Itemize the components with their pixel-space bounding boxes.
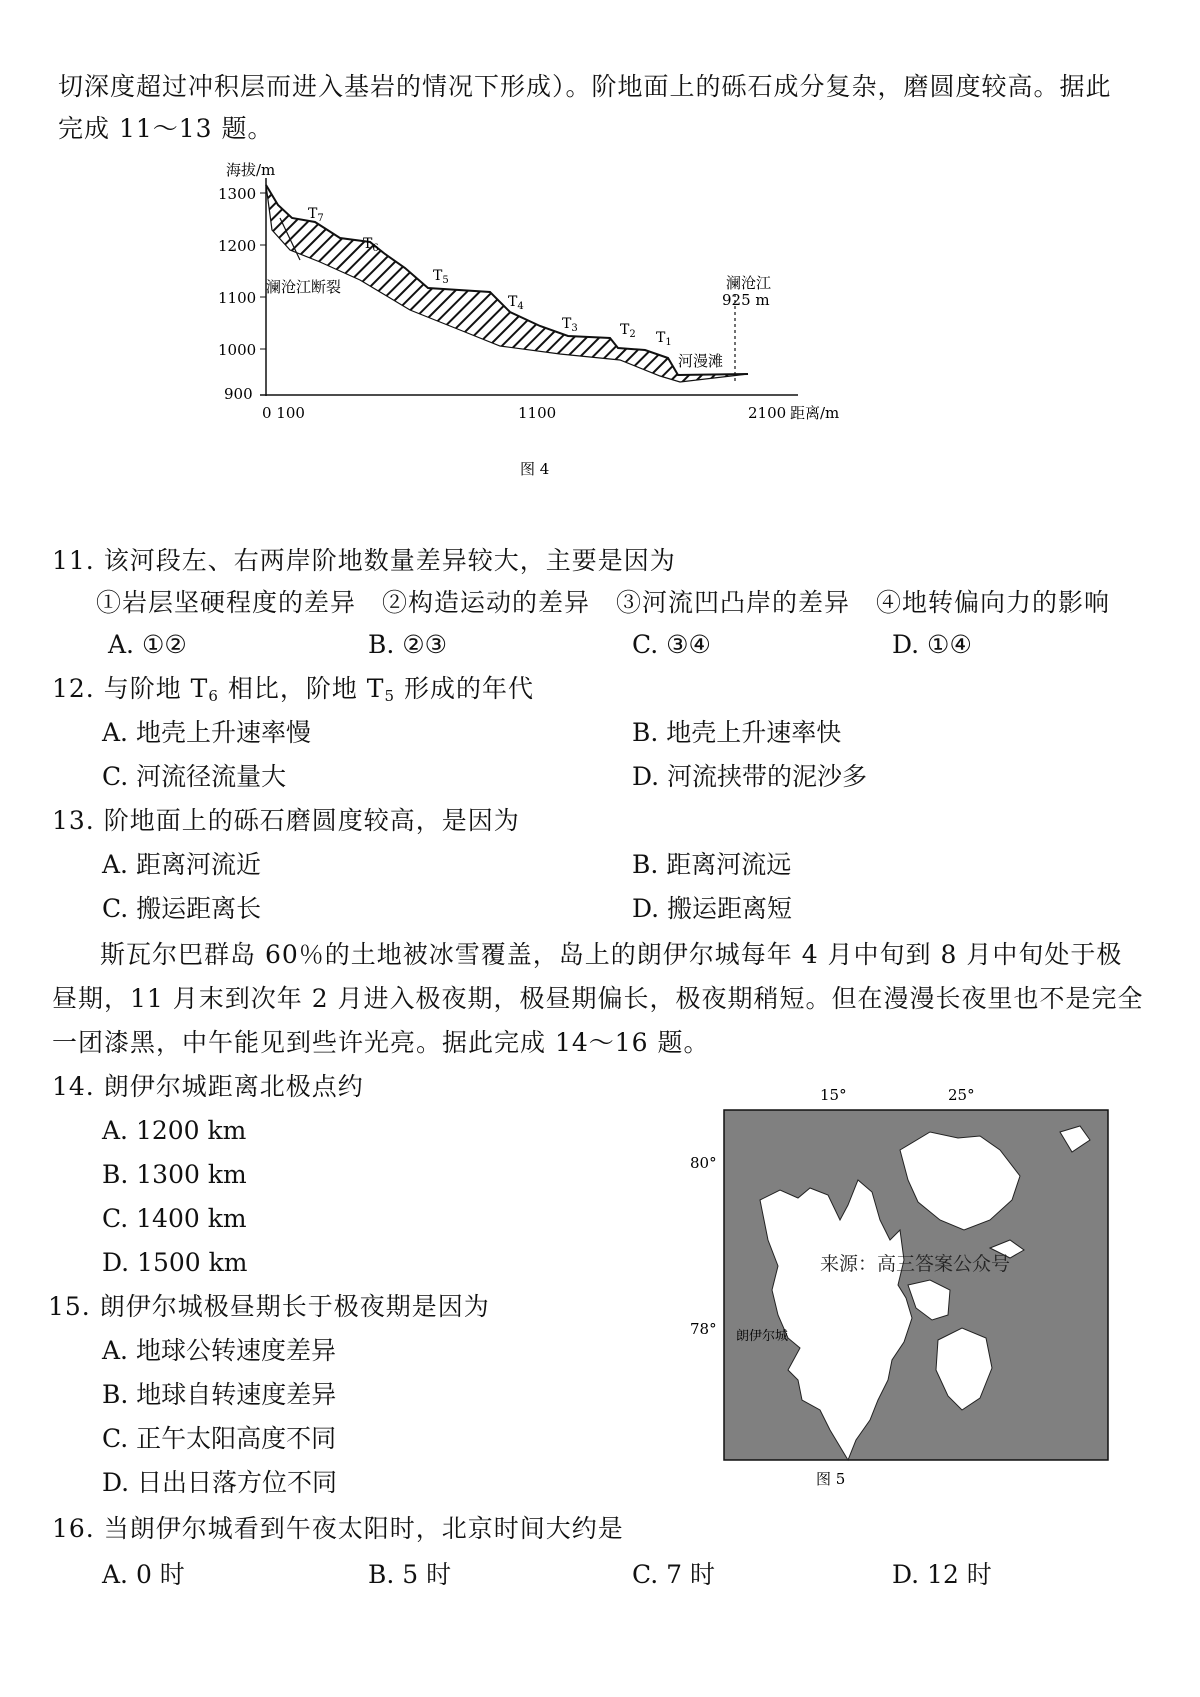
q14-option-c[interactable]: C. 1400 km [102,1204,247,1233]
q13-option-d[interactable]: D. 搬运距离短 [632,894,793,923]
floodplain-label: 河漫滩 [678,352,724,370]
figure-5-caption: 图 5 [816,1470,846,1488]
q15-option-c[interactable]: C. 正午太阳高度不同 [102,1424,337,1453]
watermark-text: 来源：高三答案公众号 [820,1253,1011,1275]
lon-15-label: 15° [820,1086,847,1104]
q15-option-d[interactable]: D. 日出日落方位不同 [102,1468,338,1497]
figure-4-caption: 图 4 [520,460,550,478]
q16-option-c[interactable]: C. 7 时 [632,1560,715,1589]
q12-option-c[interactable]: C. 河流径流量大 [102,762,287,791]
q12-option-d[interactable]: D. 河流挟带的泥沙多 [632,762,868,791]
q12-option-a[interactable]: A. 地壳上升速率慢 [102,718,311,747]
q11-option-c[interactable]: C. ③④ [632,630,711,659]
terrace-t7-label: $T_7$ [308,206,324,224]
longyearbyen-label: 朗伊尔城 [736,1329,789,1344]
lon-25-label: 25° [948,1086,975,1104]
terrace-t6-label: $T_6$ [363,236,379,254]
q14-option-d[interactable]: D. 1500 km [102,1248,248,1277]
terrace-t1-label: $T_1$ [656,330,672,348]
q12-option-b[interactable]: B. 地壳上升速率快 [632,718,842,747]
terrace-t2-label: $T_2$ [620,322,636,340]
lat-80-label: 80° [690,1154,717,1172]
q13-option-c[interactable]: C. 搬运距离长 [102,894,262,923]
y-tick-1300: 1300 [218,185,257,203]
x-tick-1100: 1100 [518,404,557,422]
q16-option-a[interactable]: A. 0 时 [102,1560,185,1589]
river-elevation: 925 m [722,291,770,309]
y-axis-label: 海拔/m [226,161,276,179]
q13-option-a[interactable]: A. 距离河流近 [102,850,261,879]
x-tick-2100: 2100 [748,404,787,422]
x-axis-label: 距离/m [790,404,840,422]
figure-5-svalbard-map [680,1080,1120,1500]
q11-items: ①岩层坚硬程度的差异 ②构造运动的差异 ③河流凹凸岸的差异 ④地转偏向力的影响 [96,588,1111,617]
q15-option-b[interactable]: B. 地球自转速度差异 [102,1380,337,1409]
q13-option-b[interactable]: B. 距离河流远 [632,850,792,879]
river-label: 澜沧江 [726,274,772,292]
q14-option-b[interactable]: B. 1300 km [102,1160,247,1189]
q11-option-a[interactable]: A. ①② [108,630,187,659]
y-tick-1100: 1100 [218,289,257,307]
terrace-t5-label: $T_5$ [433,268,449,286]
q15-stem: 15. 朗伊尔城极昼期长于极夜期是因为 [48,1292,490,1321]
fault-label: 澜沧江断裂 [266,278,342,296]
q14-stem: 14. 朗伊尔城距离北极点约 [52,1072,364,1101]
y-tick-900: 900 [224,385,253,403]
q12-stem: 12. 与阶地 $T_6$ 相比，阶地 $T_5$ 形成的年代 [52,674,534,705]
lat-78-label: 78° [690,1320,717,1338]
passage2-line-3: 一团漆黑，中午能见到些许光亮。据此完成 14～16 题。 [52,1028,710,1057]
q11-option-b[interactable]: B. ②③ [368,630,448,659]
q15-option-a[interactable]: A. 地球公转速度差异 [102,1336,336,1365]
y-tick-1000: 1000 [218,341,257,359]
q16-stem: 16. 当朗伊尔城看到午夜太阳时，北京时间大约是 [52,1514,624,1543]
q11-option-d[interactable]: D. ①④ [892,630,972,659]
q16-option-d[interactable]: D. 12 时 [892,1560,992,1589]
q13-stem: 13. 阶地面上的砾石磨圆度较高，是因为 [52,806,520,835]
q11-stem: 11. 该河段左、右两岸阶地数量差异较大，主要是因为 [52,546,676,575]
terrace-t3-label: $T_3$ [562,316,578,334]
passage2-line-2: 昼期，11 月末到次年 2 月进入极夜期，极昼期偏长，极夜期稍短。但在漫漫长夜里也不是完全 [52,984,1144,1013]
x-tick-0-100: 0 100 [262,404,305,422]
q14-option-a[interactable]: A. 1200 km [102,1116,247,1145]
passage2-line-1: 斯瓦尔巴群岛 60％的土地被冰雪覆盖，岛上的朗伊尔城每年 4 月中旬到 8 月中旬处于极 [100,940,1123,969]
intro-line-1: 切深度超过冲积层而进入基岩的情况下形成）。阶地面上的砾石成分复杂，磨圆度较高。据此 [58,72,1112,101]
q16-option-b[interactable]: B. 5 时 [368,1560,452,1589]
figure-4-terrace-profile [200,150,900,490]
y-tick-1200: 1200 [218,237,257,255]
intro-line-2: 完成 11～13 题。 [58,114,274,143]
terrace-t4-label: $T_4$ [508,294,524,312]
